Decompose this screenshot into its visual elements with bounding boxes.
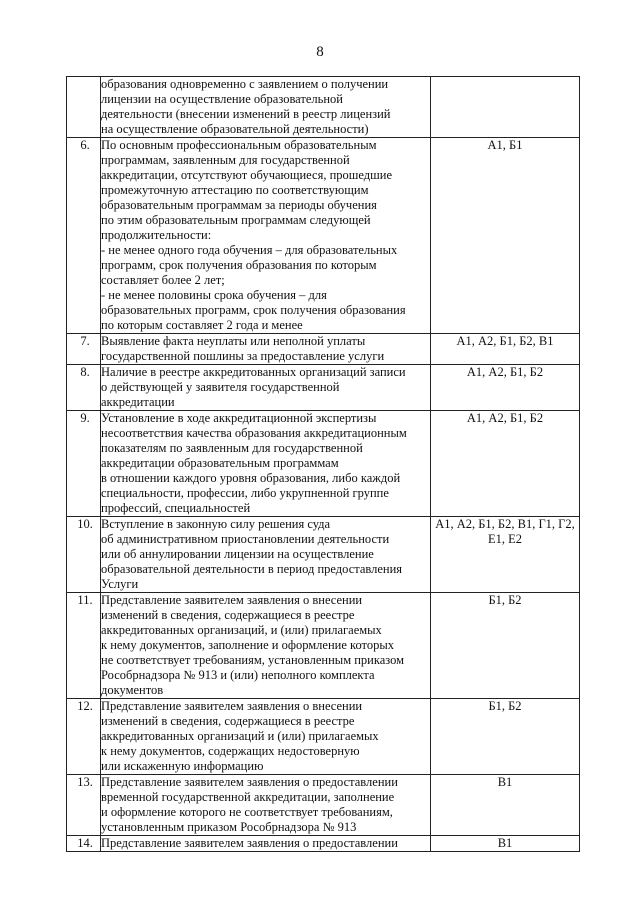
codes-cell: А1, Б1 [431, 138, 580, 334]
condition-cell [101, 334, 431, 365]
condition-text-line: Представление заявителем заявления о внесении [101, 699, 363, 713]
condition-text-line: аккредитации образовательным программам [101, 456, 339, 470]
row-number: 13. [77, 775, 93, 789]
condition-cell [101, 365, 431, 411]
condition-text-line: Установление в ходе аккредитационной экспертизы [101, 411, 377, 425]
row-number: 14. [77, 836, 93, 850]
row-number: 8. [80, 365, 90, 379]
condition-text-line: не соответствует требованиям, установленным приказом [101, 653, 405, 667]
row-number: 10. [77, 517, 93, 531]
condition-cell [101, 517, 431, 593]
condition-text-line: программ, срок получения образования по которым [101, 258, 377, 272]
table-row [67, 775, 580, 836]
condition-text-line: Выявление факта неуплаты или неполной уплаты [101, 334, 366, 348]
condition-text-line: по этим образовательным программам следующей [101, 213, 371, 227]
table-row [67, 334, 580, 365]
table-row [67, 77, 580, 138]
codes-cell: В1 [431, 775, 580, 836]
row-number: 11. [77, 593, 93, 607]
condition-text-line: образовательной деятельности в период предоставления [101, 562, 403, 576]
table-row [67, 138, 580, 334]
page-number: 8 [316, 44, 324, 60]
row-number-cell [67, 334, 101, 365]
codes-cell: В1 [431, 836, 580, 852]
condition-text-line: в отношении каждого уровня образования, либо каждой [101, 471, 401, 485]
condition-text-line: или искаженную информацию [101, 759, 264, 773]
condition-text-line: образовательным программам за периоды обучения [101, 198, 377, 212]
condition-text-line: деятельности (внесении изменений в реестр лицензий [101, 107, 391, 121]
row-number: 12. [77, 699, 93, 713]
condition-text-line: промежуточную аттестацию по соответствующим [101, 183, 369, 197]
table-row [67, 699, 580, 775]
condition-text-line: о действующей у заявителя государственной [101, 380, 340, 394]
condition-text-line: об административном приостановлении деятельности [101, 532, 390, 546]
condition-text-line: профессий, специальностей [101, 501, 251, 515]
condition-text-line: временной государственной аккредитации, заполнение [101, 790, 395, 804]
condition-text-line: установленным приказом Рособрнадзора № 913 [101, 820, 357, 834]
condition-text-line: аккредитации, отсутствуют обучающиеся, прошедшие [101, 168, 393, 182]
row-number-cell [67, 77, 101, 138]
table-row [67, 365, 580, 411]
condition-text-line: Рособрнадзора № 913 и (или) неполного комплекта [101, 668, 375, 682]
condition-text-line: образования одновременно с заявлением о получении [101, 77, 389, 91]
condition-text-line: изменений в сведения, содержащиеся в реестре [101, 714, 355, 728]
row-number-cell [67, 411, 101, 517]
condition-text-line: составляет более 2 лет; [101, 273, 225, 287]
row-number-cell [67, 138, 101, 334]
condition-text-line: По основным профессиональным образовательным [101, 138, 377, 152]
row-number: 7. [80, 334, 90, 348]
condition-text-line: программам, заявленным для государственной [101, 153, 350, 167]
condition-cell [101, 77, 431, 138]
row-number-cell [67, 593, 101, 699]
condition-text-line: по которым составляет 2 года и менее [101, 318, 303, 332]
row-number-cell [67, 365, 101, 411]
row-number: 6. [80, 138, 90, 152]
condition-text-line: к нему документов, содержащих недостоверную [101, 744, 360, 758]
condition-text-line: аккредитованных организаций, и (или) прилагаемых [101, 623, 382, 637]
row-number-cell [67, 517, 101, 593]
condition-text-line: государственной пошлины за предоставление услуги [101, 349, 385, 363]
codes-cell: А1, А2, Б1, Б2, В1, Г1, Г2, Е1, Е2 [431, 517, 580, 593]
condition-cell [101, 411, 431, 517]
condition-text-line: документов [101, 683, 164, 697]
condition-text-line: показателям по заявленным для государственной [101, 441, 363, 455]
table-row [67, 836, 580, 852]
condition-text-line: Наличие в реестре аккредитованных организаций записи [101, 365, 406, 379]
codes-cell [431, 77, 580, 138]
condition-text-line: к нему документов, заполнение и оформление которых [101, 638, 394, 652]
codes-cell: А1, А2, Б1, Б2 [431, 411, 580, 517]
condition-text-line: или об аннулировании лицензии на осуществление [101, 547, 374, 561]
table-row [67, 411, 580, 517]
row-number-cell [67, 836, 101, 852]
requirements-table [66, 76, 580, 852]
condition-text-line: и оформление которого не соответствует требованиям, [101, 805, 393, 819]
condition-text-line: специальности, профессии, либо укрупненной группе [101, 486, 389, 500]
codes-cell: Б1, Б2 [431, 593, 580, 699]
condition-text-line: несоответствия качества образования аккредитационным [101, 426, 407, 440]
condition-text-line: образовательных программ, срок получения образования [101, 303, 406, 317]
condition-text-line: аккредитованных организаций и (или) прилагаемых [101, 729, 379, 743]
condition-text-line: изменений в сведения, содержащиеся в реестре [101, 608, 355, 622]
condition-cell [101, 138, 431, 334]
row-number-cell [67, 775, 101, 836]
condition-cell [101, 593, 431, 699]
condition-text-line: аккредитации [101, 395, 175, 409]
condition-text-line: Представление заявителем заявления о предоставлении [101, 836, 398, 850]
condition-cell [101, 836, 431, 852]
condition-text-line: на осуществление образовательной деятельности) [101, 122, 369, 136]
codes-cell: Б1, Б2 [431, 699, 580, 775]
row-number-cell [67, 699, 101, 775]
condition-text-line: Представление заявителем заявления о предоставлении [101, 775, 398, 789]
codes-cell: А1, А2, Б1, Б2, В1 [431, 334, 580, 365]
row-number: 9. [80, 411, 90, 425]
condition-text-line: - не менее половины срока обучения – для [101, 288, 327, 302]
table-row [67, 593, 580, 699]
condition-text-line: Услуги [101, 577, 139, 591]
condition-text-line: Представление заявителем заявления о внесении [101, 593, 363, 607]
condition-cell [101, 699, 431, 775]
table-row [67, 517, 580, 593]
condition-text-line: - не менее одного года обучения – для образовательных [101, 243, 398, 257]
condition-text-line: продолжительности: [101, 228, 212, 242]
codes-cell: А1, А2, Б1, Б2 [431, 365, 580, 411]
condition-text-line: лицензии на осуществление образовательной [101, 92, 343, 106]
condition-cell [101, 775, 431, 836]
condition-text-line: Вступление в законную силу решения суда [101, 517, 331, 531]
